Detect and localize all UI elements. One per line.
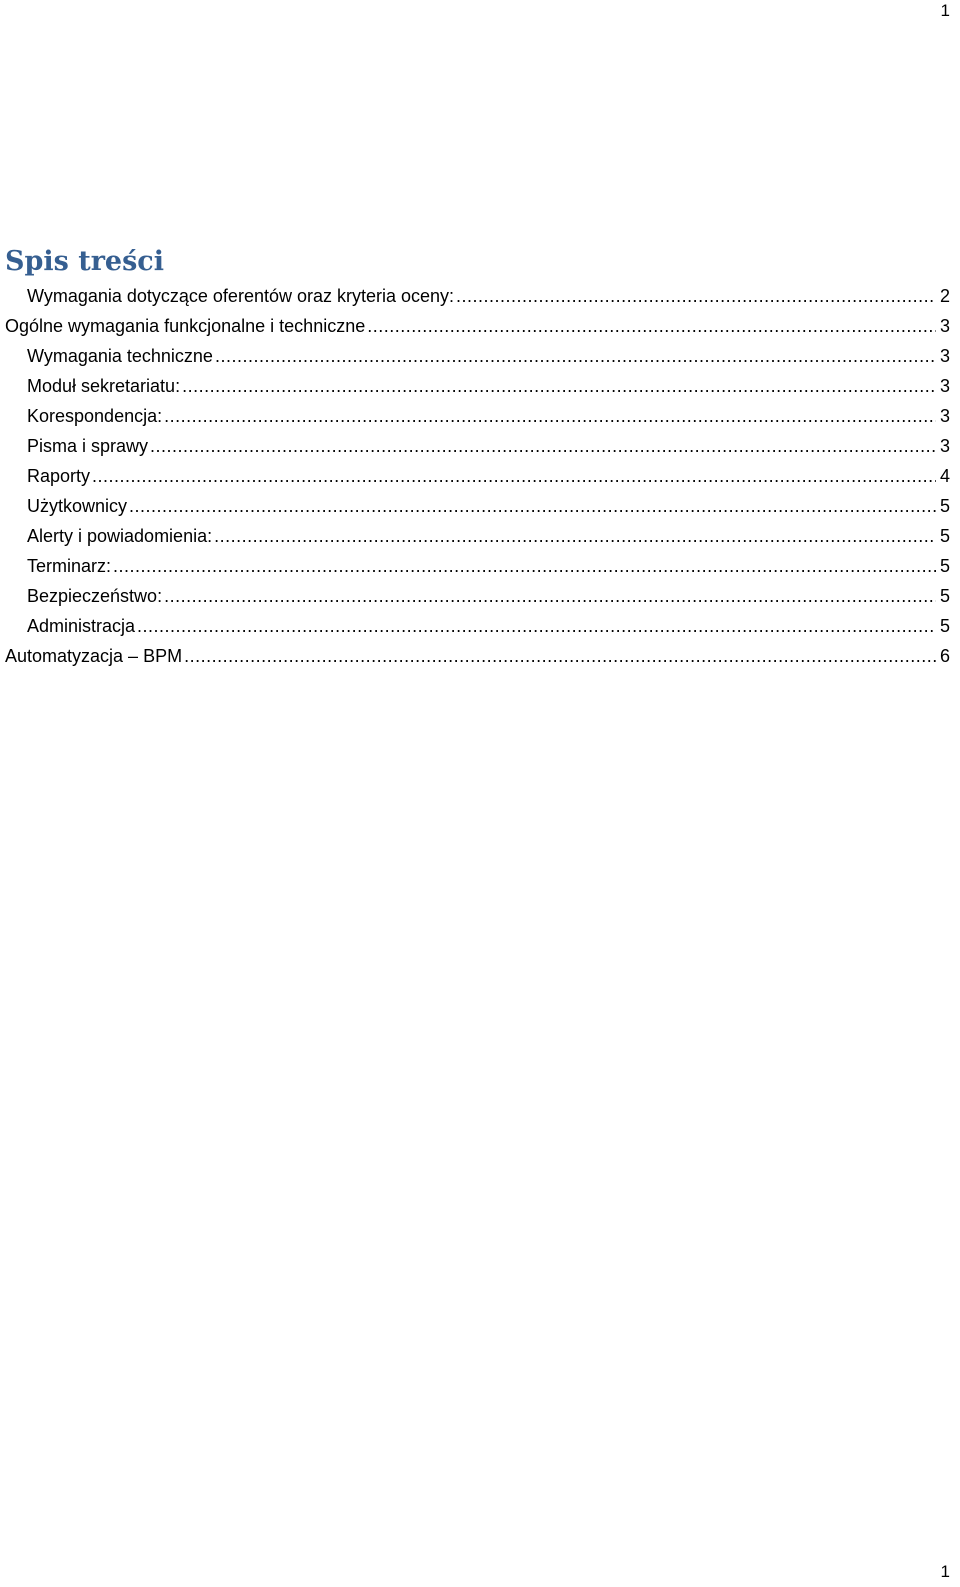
toc-entry-page: 3 [939,436,950,456]
toc-entry-title: Raporty [27,466,91,486]
header-page-number: 1 [940,1,950,20]
toc-entry-administracja[interactable] [0,613,960,643]
toc-entry-title: Korespondencja: [27,406,163,426]
toc-entry-title: Pisma i sprawy [27,436,149,456]
toc-entry-title: Alerty i powiadomienia: [27,526,213,546]
toc-entry-title: Administracja [27,616,136,636]
toc-dot-leader [164,583,936,609]
toc-dot-leader [164,403,936,429]
toc-entry-title: Moduł sekretariatu: [27,376,181,396]
toc-entry-page: 5 [939,616,950,636]
toc-dot-leader [456,283,936,309]
toc-heading: Spis treści [5,246,165,277]
toc-entry-wymagania-techniczne[interactable] [0,343,960,373]
toc-entry-korespondencja[interactable] [0,403,960,433]
footer-page-number: 1 [940,1562,950,1581]
toc-dot-leader [129,493,936,519]
toc-entry-alerty[interactable] [0,523,960,553]
toc-dot-leader [150,433,936,459]
toc-entry-title: Terminarz: [27,556,112,576]
toc-entry-page: 3 [939,346,950,366]
toc-entry-bezpieczenstwo[interactable] [0,583,960,613]
toc-entry-raporty[interactable] [0,463,960,493]
toc-entry-page: 5 [939,496,950,516]
toc-entry-page: 3 [939,376,950,396]
toc-entry-page: 3 [939,406,950,426]
toc-entry-terminarz[interactable] [0,553,960,583]
toc-entry-page: 4 [939,466,950,486]
toc-entry-page: 3 [939,316,950,336]
toc-entry-modul-sekretariatu[interactable] [0,373,960,403]
toc-dot-leader [182,373,936,399]
toc-entry-page: 2 [939,286,950,306]
toc-entry-page: 5 [939,586,950,606]
toc-entry-wymagania-oferentow[interactable] [0,283,960,313]
toc-entry-ogolne-wymagania[interactable] [0,313,960,343]
toc-entry-uzytkownicy[interactable] [0,493,960,523]
toc-dot-leader [113,553,936,579]
toc-entry-title: Wymagania dotyczące oferentów oraz kryteria oceny: [27,286,455,306]
toc-entry-title: Automatyzacja – BPM [5,646,183,666]
table-of-contents [0,283,960,673]
toc-entry-page: 6 [939,646,950,666]
toc-entry-page: 5 [939,556,950,576]
toc-entry-title: Bezpieczeństwo: [27,586,163,606]
toc-entry-pisma-i-sprawy[interactable] [0,433,960,463]
toc-entry-title: Wymagania techniczne [27,346,213,366]
toc-entry-automatyzacja-bpm[interactable] [0,643,960,673]
toc-entry-title: Ogólne wymagania funkcjonalne i techniczne [5,316,366,336]
toc-dot-leader [215,343,936,369]
toc-entry-title: Użytkownicy [27,496,128,516]
toc-dot-leader [137,613,936,639]
toc-entry-page: 5 [939,526,950,546]
toc-dot-leader [92,463,936,489]
toc-dot-leader [367,313,936,339]
toc-dot-leader [184,643,936,669]
toc-dot-leader [214,523,936,549]
